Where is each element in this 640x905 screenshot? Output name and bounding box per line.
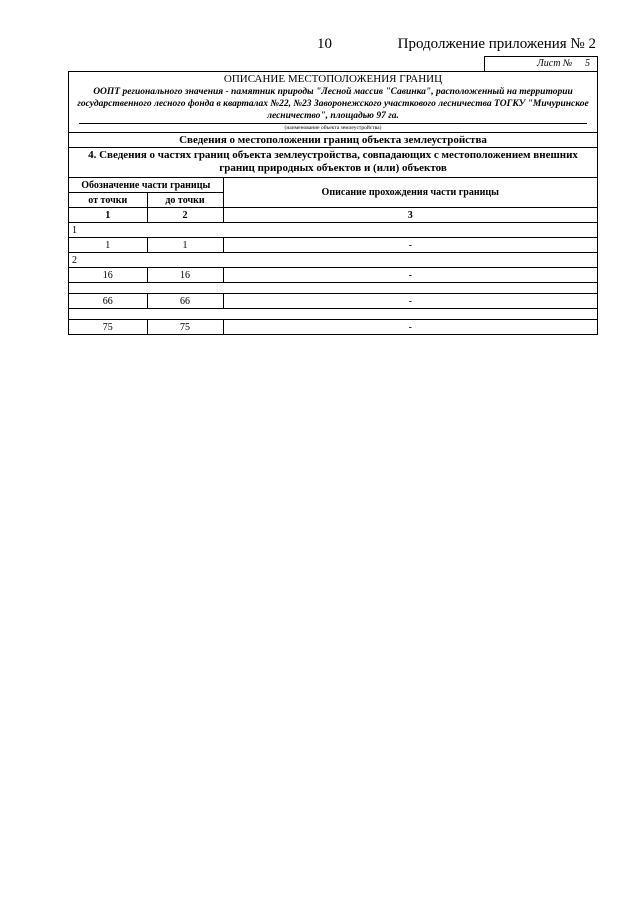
table-row (69, 268, 597, 283)
to-point-cell: 75 (147, 320, 223, 335)
boundary-description-form (68, 71, 598, 335)
col-number: 3 (223, 208, 597, 223)
form-title: ОПИСАНИЕ МЕСТОПОЛОЖЕНИЯ ГРАНИЦ (223, 73, 443, 85)
sheet-number: 5 (585, 58, 590, 69)
from-point-cell: 16 (69, 268, 147, 283)
group-label: 1 (69, 223, 597, 238)
from-point-cell: 1 (69, 238, 147, 253)
object-name-caption: (наименование объекта землеустройства) (79, 123, 587, 132)
form-header (69, 72, 597, 133)
sheet-label: Лист № (537, 58, 573, 69)
separator-cell (69, 283, 597, 294)
object-name: ООПТ регионального значения - памятник природы "Лесной массив "Савинка", расположенный на территории государственного лесного фонда в кварталах №22, №23 Заворонежского участкового лесничества ТОГКУ "Мичуринское лесничество", площадью 97 га. (77, 87, 589, 121)
appendix-title: Продолжение приложения № 2 (397, 36, 596, 52)
table-row (69, 294, 597, 309)
description-cell: - (223, 238, 597, 253)
table-row (69, 320, 597, 335)
subsection-title: 4. Сведения о частях границ объекта землеустройства, совпадающих с местоположением внешних границ природных объектов и (или) объектов (69, 148, 597, 178)
to-point-cell: 16 (147, 268, 223, 283)
section-title: Сведения о местоположении границ объекта землеустройства (69, 133, 597, 148)
group-row (69, 223, 597, 238)
separator-row (69, 309, 597, 320)
from-point-cell: 66 (69, 294, 147, 309)
col-number: 2 (147, 208, 223, 223)
col-from-header: от точки (69, 193, 147, 208)
to-point-cell: 1 (147, 238, 223, 253)
column-numbers-row (69, 208, 597, 223)
to-point-cell: 66 (147, 294, 223, 309)
col-number: 1 (69, 208, 147, 223)
col-group-header: Обозначение части границы (69, 178, 223, 193)
group-label: 2 (69, 253, 597, 268)
separator-cell (69, 309, 597, 320)
table-row (69, 238, 597, 253)
sheet-number-box (484, 56, 598, 72)
col-desc-header: Описание прохождения части границы (223, 178, 597, 208)
separator-row (69, 283, 597, 294)
description-cell: - (223, 320, 597, 335)
page-number: 10 (317, 36, 332, 52)
group-row (69, 253, 597, 268)
description-cell: - (223, 268, 597, 283)
boundary-parts-table (69, 178, 597, 335)
from-point-cell: 75 (69, 320, 147, 335)
description-cell: - (223, 294, 597, 309)
col-to-header: до точки (147, 193, 223, 208)
